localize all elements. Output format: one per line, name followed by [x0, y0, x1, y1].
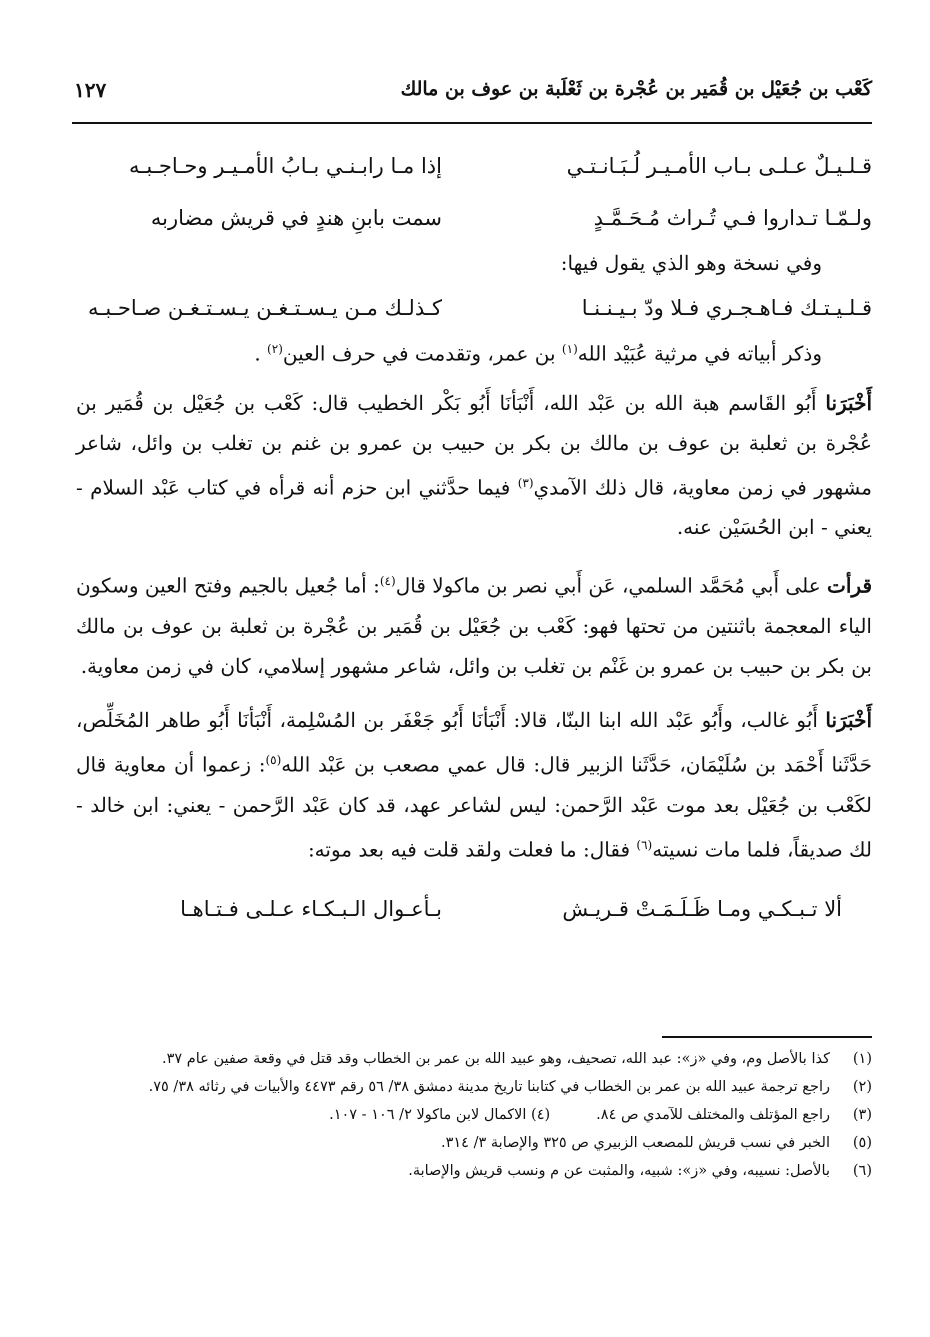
paragraph-lead: أَخْبَرَنا — [825, 707, 872, 732]
page-number: ١٢٧ — [74, 78, 107, 102]
footnote-ref[interactable]: (٣) — [517, 475, 534, 490]
footnote-number: (٤) — [531, 1107, 551, 1123]
main-text — [76, 140, 872, 935]
footnote-text: الاكمال لابن ماكولا ٢/ ١٠٦ - ١٠٧. — [329, 1107, 527, 1123]
header-divider — [72, 122, 872, 124]
text-line: وذكر أبياته في مرثية عُبَيْد الله$^{(١)}$ بن عمر، وتقدمت في حرف العين$^{(٢)}$ . — [254, 341, 822, 366]
verse-line — [76, 140, 872, 192]
first-hemistich: ولـمّـا تـداروا فـي تُـراث مُـحَـمَّـدٍ — [593, 206, 872, 230]
second-hemistich: بـأعـوال الـبـكـاء عـلـى فـتـاهـا — [180, 897, 442, 922]
footnote — [52, 1158, 872, 1184]
footnote-number: (٥) — [852, 1135, 872, 1151]
footnote — [52, 1102, 872, 1128]
footnote-text: كذا بالأصل وم، وفي «ز»: عبد الله، تصحيف، وهو عبيد الله بن عمر بن الخطاب وقد قتل في وقعة صفين عام ٣٧. — [161, 1051, 830, 1067]
footnote-number: (٦) — [852, 1163, 872, 1179]
footnote-ref[interactable]: (٢) — [267, 342, 283, 356]
footnote-ref[interactable]: (٦) — [636, 837, 653, 852]
footnote — [52, 1130, 872, 1156]
footnote-text: راجع المؤتلف والمختلف للآمدي ص ٨٤. — [596, 1107, 830, 1123]
intro-line: وفي نسخة وهو الذي يقول فيها: — [560, 251, 822, 275]
verse-line — [76, 192, 872, 244]
footnote-number: (٢) — [852, 1079, 872, 1095]
footnote-number: (٣) — [852, 1107, 872, 1123]
verse-line — [76, 883, 872, 935]
footnote-ref[interactable]: (٤) — [379, 574, 396, 589]
running-header — [72, 78, 872, 124]
first-hemistich: قـلـيـتـك فـاهـجـري فـلا ودّ بـيـنـنـا — [581, 296, 872, 320]
paragraph-lead: أَخْبَرَنا — [825, 390, 872, 415]
first-hemistich: ألا تـبـكـي ومـا ظَـلَـمَـتْ قـريـش — [562, 897, 842, 922]
chapter-title: كَعْب بن جُعَيْل بن قُمَير بن عُجْرة بن ثَعْلَبة بن عوف بن مالك — [400, 78, 872, 100]
first-hemistich: قـلـيـلٌ عـلـى بـاب الأمـيـر لُـبَـانـتـي — [566, 154, 872, 178]
footnote-ref[interactable]: (٥) — [265, 752, 282, 767]
second-hemistich: كـذلـك مـن يـسـتـغـن يـسـتـغـن صـاحـبـه — [87, 296, 442, 320]
paragraph: أَخْبَرَنا أَبُو القَاسم هبة الله بن عَبْد الله، أَنْبَأنَا أَبُو بَكْر الخطيب قال: كَعْب بن جُعَيْل بن قُمَير بن عُجْرة بن ثعلبة بن عوف بن مالك بن بكر بن حبيب بن عمرو بن غنم بن تغلب بن وائل، شاعر مشهور في زمن معاوية، قال ذلك الآمدي$^{(٣)}$ فيما حدَّثني ابن حزم أنه قرأه في كتاب عَبْد السلام - يعني - ابن الحُسَيْن عنه. — [76, 390, 872, 540]
footnote — [52, 1046, 872, 1072]
footnote-text: بالأصل: نسيبه، وفي «ز»: شبيه، والمثبت عن م ونسب قريش والإصابة. — [408, 1163, 830, 1179]
footnote — [52, 1074, 872, 1100]
footnotes — [52, 1046, 872, 1186]
paragraph: قرأت على أَبي مُحَمَّد السلمي، عَن أَبي نصر بن ماكولا قال$^{(٤)}$: أما جُعيل بالجيم وفتح العين وسكون الياء المعجمة باثنتين من تحتها فهو: كَعْب بن جُعَيْل بن قُمَير بن عُجْرة بن ثعلبة بن عوف بن مالك بن بكر بن حبيب بن عمرو بن غَنْم بن تغلب بن وائل، شاعر مشهور إسلامي، كان في زمن معاوية. — [76, 573, 873, 678]
footnote-ref[interactable]: (١) — [561, 342, 578, 356]
footnote-divider — [662, 1036, 872, 1038]
verse-line — [76, 282, 872, 334]
second-hemistich: إذا مـا رابـنـي بـابُ الأمـيـر وحـاجـبـه — [129, 154, 442, 178]
footnote-text: راجع ترجمة عبيد الله بن عمر بن الخطاب في كتابنا تاريخ مدينة دمشق ٣٨/ ٥٦ رقم ٤٤٧٣ والأبيات في رثائه ٣٨/ ٧٥. — [148, 1079, 830, 1095]
paragraph: أَخْبَرَنا أَبُو غالب، وأَبُو عَبْد الله ابنا البنّا، قالا: أَنْبَأنَا أَبُو جَعْفَر بن المُسْلِمة، أَنْبَأنَا أَبُو طاهر المُخَلِّص، حَدَّثَنا أَحْمَد بن سُلَيْمَان، حَدَّثَنا الزبير قال: قال عمي مصعب بن عَبْد الله$^{(٥)}$: زعموا أن معاوية قال لكَعْب بن جُعَيْل بعد موت عَبْد الرَّحمن: ليس لشاعر عهد، قد كان عَبْد الرَّحمن - يعني: ابن خالد - لك صديقاً، فلما مات نسيته$^{(٦)}$ فقال: ما فعلت ولقد قلت فيه بعد موته: — [76, 707, 872, 862]
footnote-text: الخبر في نسب قريش للمصعب الزبيري ص ٣٢٥ والإصابة ٣/ ٣١٤. — [441, 1135, 830, 1151]
paragraph-lead: قرأت — [827, 573, 873, 598]
footnote-number: (١) — [852, 1051, 872, 1067]
second-hemistich: سمت بابنِ هندٍ في قريش مضاربه — [150, 206, 442, 230]
